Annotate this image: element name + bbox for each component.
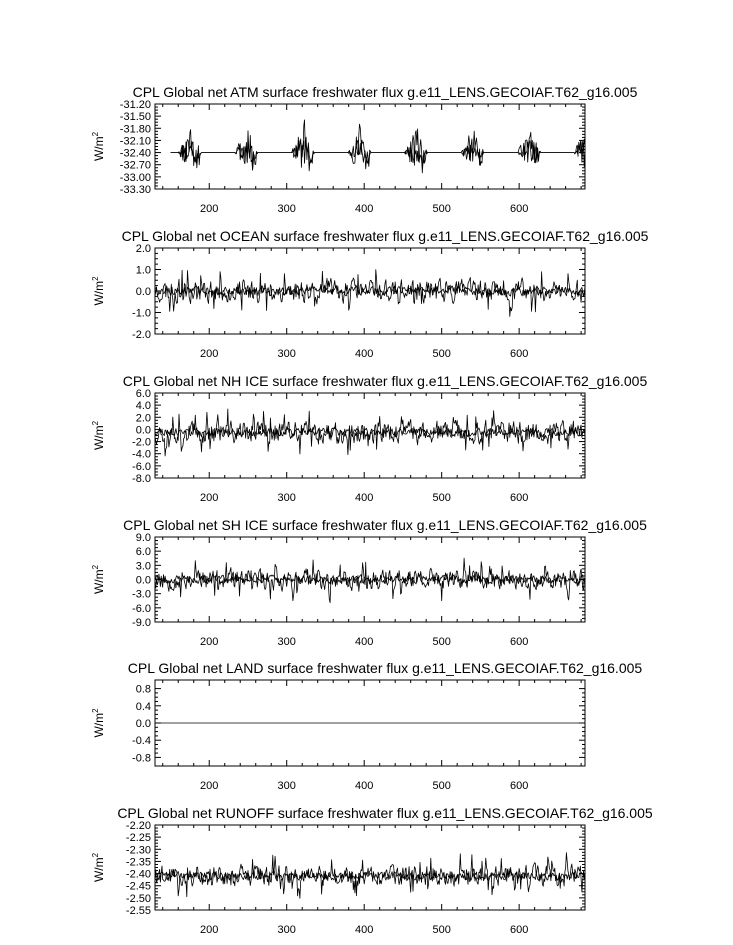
series-line-1 — [171, 120, 586, 173]
y-tick-label: -2.0 — [132, 329, 151, 341]
y-tick-label: 6.0 — [135, 546, 151, 559]
y-axis-label — [91, 852, 106, 882]
x-tick-label: 200 — [200, 348, 219, 360]
y-tick-label: -6.0 — [132, 460, 151, 473]
chart-title: CPL Global net LAND surface freshwater flux g.e11_LENS.GECOIAF.T62_g16.005 — [127, 660, 643, 676]
x-tick-label: 200 — [200, 492, 219, 504]
y-tick-label: 2.0 — [135, 412, 151, 425]
x-tick-label: 600 — [509, 492, 529, 504]
x-tick-label: 600 — [509, 780, 529, 792]
x-tick-label: 600 — [509, 636, 529, 648]
x-tick-label: 500 — [432, 780, 451, 792]
y-tick-label: -0.8 — [132, 752, 151, 765]
chart-title: CPL Global net ATM surface freshwater flux g.e11_LENS.GECOIAF.T62_g16.005 — [132, 84, 638, 100]
y-tick-label: -0.4 — [132, 735, 151, 748]
y-tick-label: -8.0 — [132, 473, 151, 485]
x-tick-label: 600 — [509, 203, 529, 215]
y-tick-label: -2.35 — [125, 856, 151, 869]
x-tick-label: 200 — [200, 203, 219, 215]
y-tick-label: -33.30 — [119, 184, 151, 196]
y-tick-label: -2.20 — [125, 820, 151, 832]
x-tick-label: 400 — [355, 492, 374, 504]
chart-panel-5 — [91, 660, 642, 792]
y-tick-label: -9.0 — [132, 617, 151, 629]
y-tick-label: -32.40 — [119, 147, 151, 160]
chart-panel-3 — [91, 373, 647, 504]
y-tick-label: -4.0 — [132, 448, 151, 461]
x-tick-label: 500 — [432, 348, 451, 360]
y-tick-label: -33.00 — [119, 171, 151, 184]
y-tick-label: -31.50 — [119, 111, 151, 124]
y-axis-label-text: W/m — [92, 425, 106, 451]
x-tick-label: 200 — [200, 924, 219, 936]
chart-panel-1 — [91, 84, 638, 215]
y-axis-label — [91, 131, 106, 161]
y-axis-label-text: W/m — [92, 280, 106, 306]
x-tick-label: 300 — [277, 203, 296, 215]
x-tick-label: 500 — [432, 492, 451, 504]
y-tick-label: -2.30 — [125, 844, 151, 857]
y-tick-label: 1.0 — [135, 264, 151, 277]
y-tick-label: -2.25 — [125, 832, 151, 845]
x-tick-label: 400 — [355, 924, 374, 936]
x-tick-label: 300 — [277, 924, 296, 936]
chart-panel-4 — [91, 517, 647, 648]
y-tick-label: 3.0 — [135, 560, 151, 573]
chart-panel-2 — [91, 228, 649, 360]
y-axis-label — [91, 276, 106, 306]
x-tick-label: 500 — [432, 636, 451, 648]
y-tick-label: 0.8 — [135, 683, 151, 696]
y-tick-label: 9.0 — [135, 532, 151, 544]
y-axis-label-text: W/m — [92, 712, 106, 738]
x-tick-label: 300 — [277, 348, 296, 360]
y-tick-label: -32.70 — [119, 159, 151, 172]
y-axis-label — [91, 564, 106, 594]
x-tick-label: 300 — [277, 492, 296, 504]
y-tick-label: -6.0 — [132, 602, 151, 615]
y-tick-label: -3.0 — [132, 588, 151, 601]
y-axis-label-text: W/m — [92, 136, 106, 162]
x-tick-label: 300 — [277, 780, 296, 792]
y-tick-label: 6.0 — [135, 388, 151, 400]
x-tick-label: 400 — [355, 348, 374, 360]
y-tick-label: -2.55 — [125, 905, 151, 917]
y-tick-label: -2.40 — [125, 868, 151, 881]
x-tick-label: 600 — [509, 348, 529, 360]
y-axis-label-superscript: 2 — [91, 852, 100, 858]
y-tick-label: -31.20 — [119, 99, 151, 111]
chart-title: CPL Global net OCEAN surface freshwater flux g.e11_LENS.GECOIAF.T62_g16.005 — [121, 228, 649, 244]
chart-panel-6 — [91, 805, 653, 936]
y-axis-label-text: W/m — [92, 569, 106, 595]
chart-title: CPL Global net RUNOFF surface freshwater flux g.e11_LENS.GECOIAF.T62_g16.005 — [117, 805, 653, 821]
y-tick-label: 0.0 — [135, 718, 151, 730]
x-tick-label: 400 — [355, 780, 374, 792]
y-tick-label: 4.0 — [135, 400, 151, 413]
y-tick-label: -32.10 — [119, 135, 151, 148]
x-tick-label: 400 — [355, 203, 374, 215]
y-tick-label: 0.0 — [135, 574, 151, 587]
chart-title: CPL Global net SH ICE surface freshwater flux g.e11_LENS.GECOIAF.T62_g16.005 — [123, 517, 647, 533]
y-tick-label: -1.0 — [132, 307, 151, 320]
x-tick-label: 500 — [432, 924, 451, 936]
y-axis-label-superscript: 2 — [91, 564, 100, 570]
y-tick-label: -2.45 — [125, 880, 151, 893]
y-axis-label — [91, 420, 106, 450]
y-tick-label: 0.0 — [135, 286, 151, 298]
y-tick-label: 0.4 — [135, 700, 151, 713]
y-tick-label: -2.50 — [125, 892, 151, 905]
y-axis-label — [91, 708, 106, 738]
y-axis-label-text: W/m — [92, 857, 106, 883]
chart-title: CPL Global net NH ICE surface freshwater flux g.e11_LENS.GECOIAF.T62_g16.005 — [122, 373, 648, 389]
y-tick-label: -2.0 — [132, 436, 151, 449]
x-tick-label: 300 — [277, 636, 296, 648]
x-tick-label: 200 — [200, 636, 219, 648]
y-axis-label-superscript: 2 — [91, 420, 100, 426]
series-line-2 — [171, 139, 586, 170]
x-tick-label: 200 — [200, 780, 219, 792]
x-tick-label: 400 — [355, 636, 374, 648]
y-tick-label: 2.0 — [135, 243, 151, 255]
x-tick-label: 600 — [509, 924, 529, 936]
y-axis-label-superscript: 2 — [91, 276, 100, 281]
y-axis-label-superscript: 2 — [91, 708, 100, 713]
y-axis-label-superscript: 2 — [91, 131, 100, 137]
x-tick-label: 500 — [432, 203, 451, 215]
y-tick-label: 0.0 — [135, 424, 151, 437]
y-tick-label: -31.80 — [119, 123, 151, 136]
